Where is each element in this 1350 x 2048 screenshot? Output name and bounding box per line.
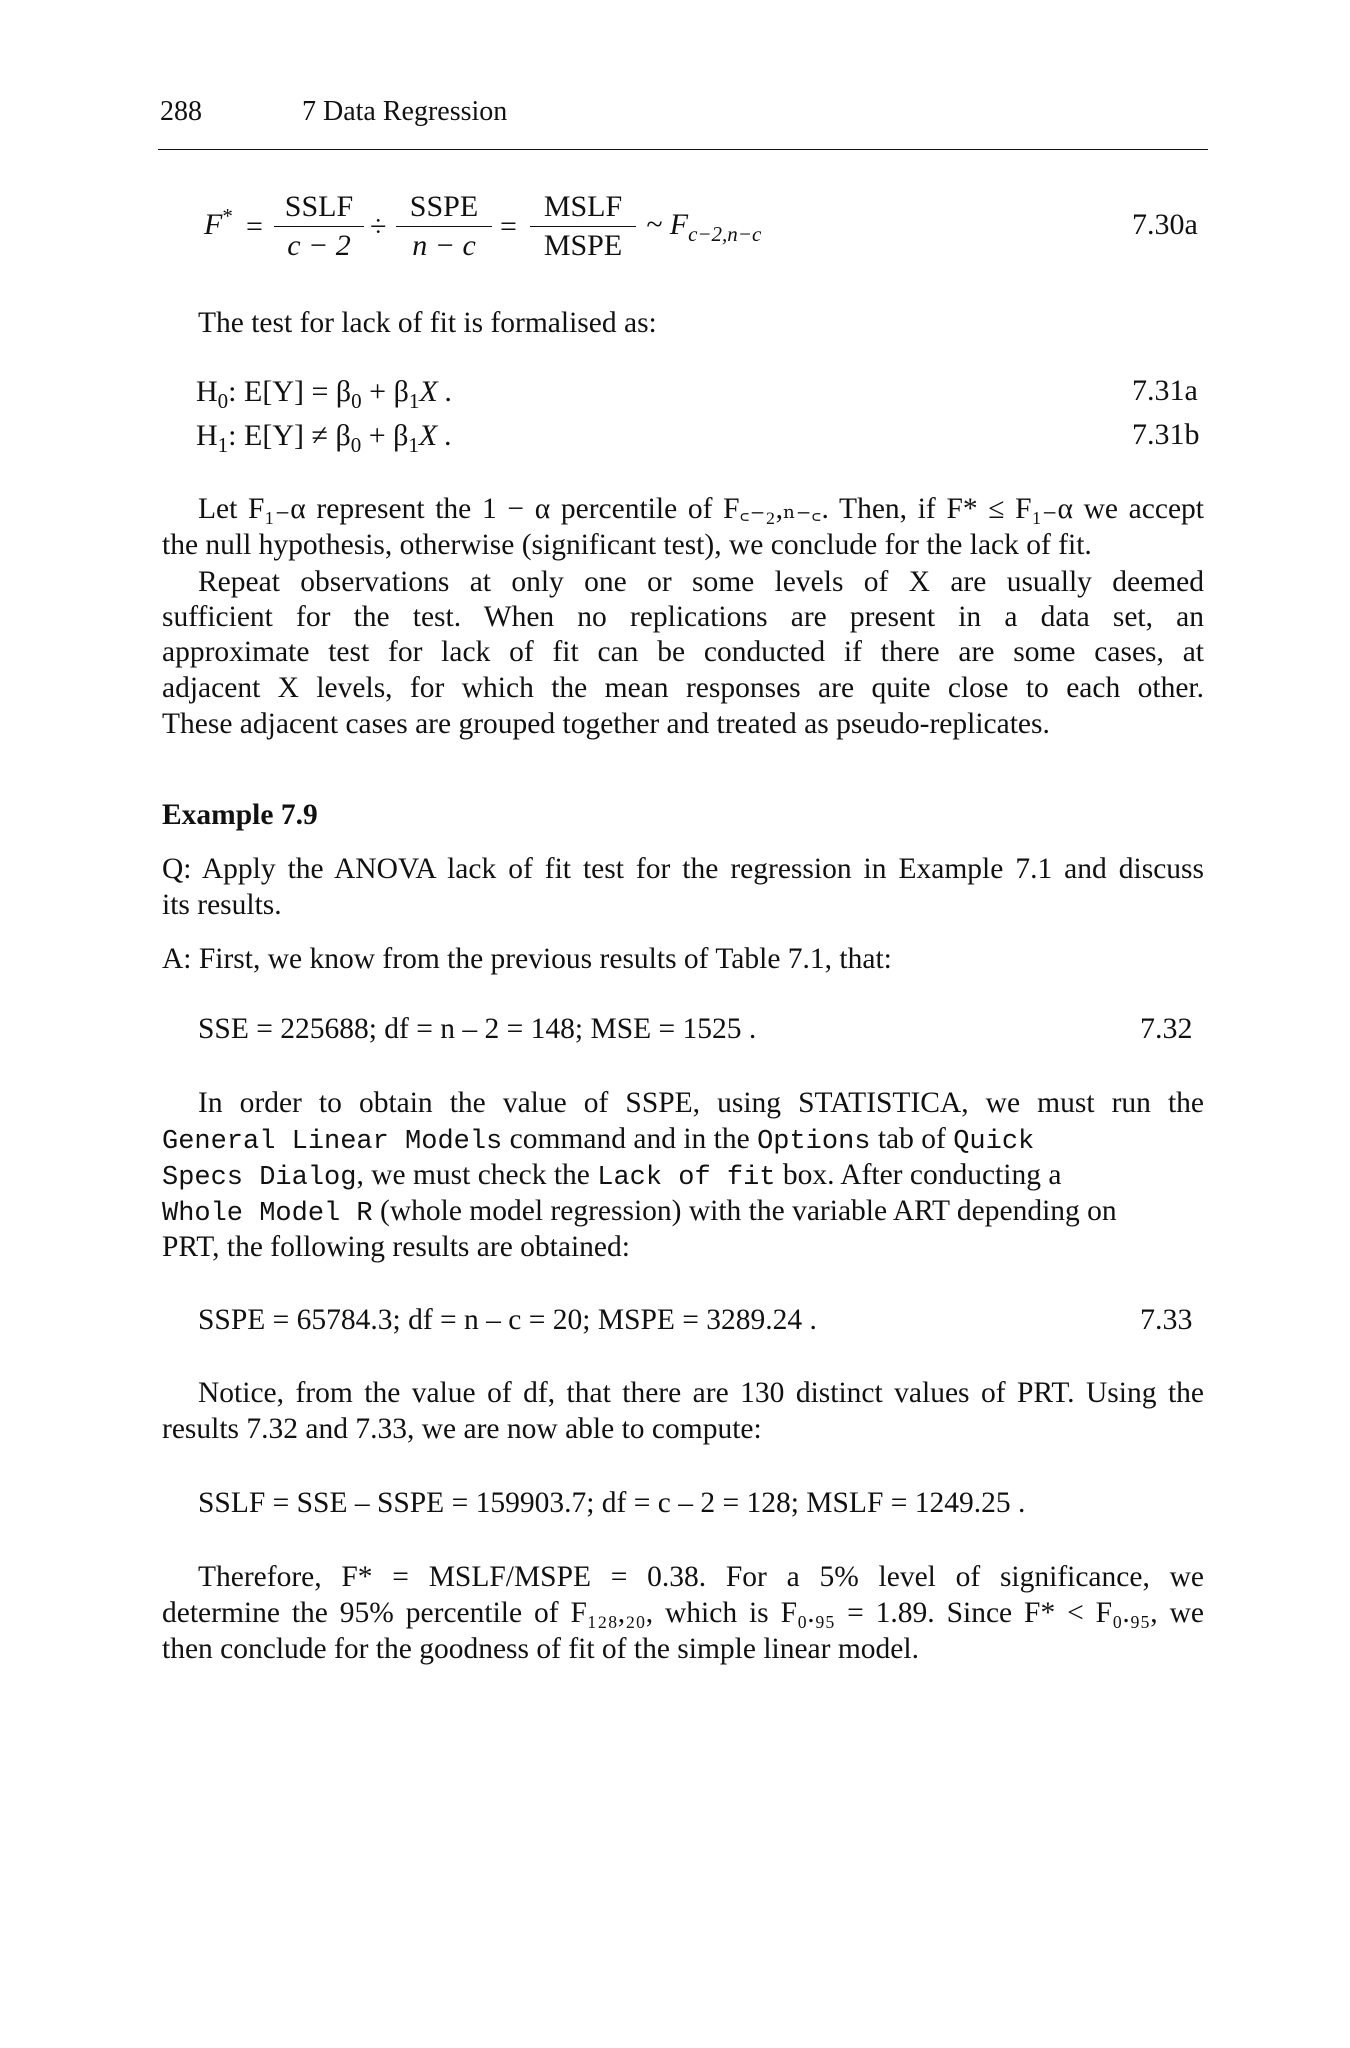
running-title: 7 Data Regression bbox=[302, 96, 508, 127]
header-rule bbox=[158, 149, 1208, 150]
equation-label-7-31a: 7.31a bbox=[1132, 374, 1198, 407]
question-line1: Q: Apply the ANOVA lack of fit test for the regression in Example 7.1 and discuss bbox=[162, 853, 1204, 885]
paragraph-repeat-line1: Repeat observations at only one or some levels of X are usually deemed bbox=[198, 566, 1204, 598]
answer-intro: A: First, we know from the previous results of Table 7.1, that: bbox=[162, 943, 892, 975]
equation-7-33: SSPE = 65784.3; df = n – c = 20; MSPE = 3289.24 . bbox=[198, 1304, 817, 1336]
paragraph-statistica-line4: Whole Model R (whole model regression) with the variable ART depending on bbox=[162, 1195, 1117, 1229]
eq-lhs: F* bbox=[204, 204, 233, 241]
paragraph-statistica-line3: Specs Dialog, we must check the Lack of fit box. After conducting a bbox=[162, 1159, 1062, 1193]
paragraph-therefore-line1: Therefore, F* = MSLF/MSPE = 0.38. For a 5% level of significance, we bbox=[198, 1561, 1204, 1593]
paragraph-therefore-line2: determine the 95% percentile of F₁₂₈,₂₀, which is F₀.₉₅ = 1.89. Since F* < F₀.₉₅, we bbox=[162, 1597, 1204, 1629]
equation-label: 7.30a bbox=[1132, 208, 1198, 241]
equation-label-7-33: 7.33 bbox=[1140, 1303, 1193, 1336]
paragraph-statistica-line2: General Linear Models command and in the Options tab of Quick bbox=[162, 1123, 1035, 1157]
example-title: Example 7.9 bbox=[162, 799, 318, 831]
eq-equals: = bbox=[246, 210, 263, 243]
eq-distribution: ~ $F_{c-2,n-c}$ bbox=[646, 208, 762, 246]
fraction-sspe: SSPE n − c bbox=[396, 190, 492, 263]
equation-sslf: SSLF = SSE – SSPE = 159903.7; df = c – 2 = 128; MSLF = 1249.25 . bbox=[198, 1487, 1026, 1519]
paragraph-test-intro: The test for lack of fit is formalised as: bbox=[198, 307, 657, 339]
paragraph-let-line1: Let F₁₋α represent the 1 − α percentile of F꜀₋₂,ₙ₋꜀. Then, if F* ≤ F₁₋α we accept bbox=[198, 493, 1204, 525]
equation-7-30a bbox=[200, 190, 1210, 280]
page-number: 288 bbox=[160, 96, 202, 127]
hypothesis-h0: $H_0$: $E[Y] = \beta_0 + \beta_1X$ . bbox=[196, 375, 453, 413]
equation-7-32: SSE = 225688; df = n – 2 = 148; MSE = 1525 . bbox=[198, 1013, 757, 1045]
question-line2: its results. bbox=[162, 889, 282, 921]
paragraph-therefore-line3: then conclude for the goodness of fit of the simple linear model. bbox=[162, 1633, 919, 1665]
paragraph-repeat-line4: adjacent X levels, for which the mean responses are quite close to each other. bbox=[162, 672, 1204, 704]
eq-divide: ÷ bbox=[370, 210, 387, 243]
eq-equals-2: = bbox=[500, 210, 517, 243]
paragraph-let-line2: the null hypothesis, otherwise (significant test), we conclude for the lack of fit. bbox=[162, 529, 1092, 561]
paragraph-notice-line1: Notice, from the value of df, that there are 130 distinct values of PRT. Using the bbox=[198, 1377, 1204, 1409]
paragraph-repeat-line3: approximate test for lack of fit can be conducted if there are some cases, at bbox=[162, 636, 1204, 668]
equation-label-7-32: 7.32 bbox=[1140, 1012, 1193, 1045]
equation-label-7-31b: 7.31b bbox=[1132, 418, 1200, 451]
fraction-mslf: MSLF MSPE bbox=[530, 190, 636, 263]
hypothesis-h1: $H_1$: $E[Y] \ne \beta_0 + \beta_1X$ . bbox=[196, 419, 453, 457]
fraction-sslf: SSLF c − 2 bbox=[274, 190, 364, 263]
paragraph-notice-line2: results 7.32 and 7.33, we are now able to compute: bbox=[162, 1413, 762, 1445]
paragraph-repeat-line2: sufficient for the test. When no replications are present in a data set, an bbox=[162, 601, 1204, 633]
paragraph-repeat-line5: These adjacent cases are grouped together and treated as pseudo-replicates. bbox=[162, 708, 1050, 740]
paragraph-statistica-line5: PRT, the following results are obtained: bbox=[162, 1231, 630, 1263]
paragraph-statistica-line1: In order to obtain the value of SSPE, using STATISTICA, we must run the bbox=[198, 1087, 1204, 1119]
